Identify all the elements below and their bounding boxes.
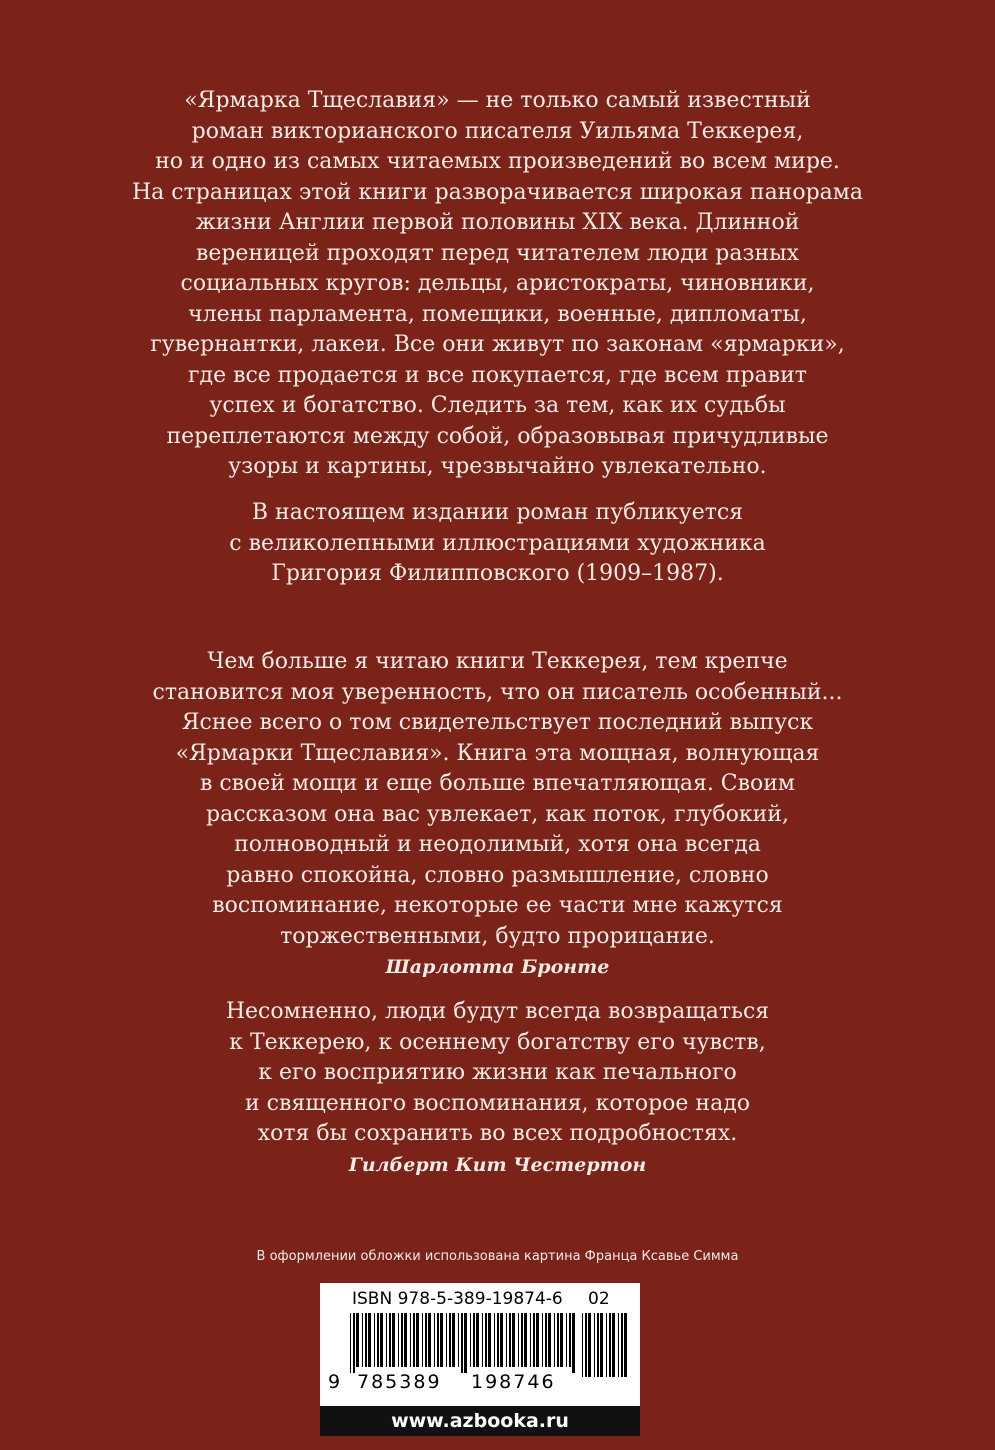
barcode-bar — [557, 1313, 559, 1367]
barcode-bar — [386, 1313, 387, 1367]
quote-line: «Ярмарки Тщеславия». Книга эта мощная, волнующая — [175, 740, 820, 766]
cover-credit: В оформлении обложки использована картина Франца Ксавье Симма — [256, 1249, 739, 1264]
quote-line: рассказом она вас увлекает, как поток, глубокий, — [206, 801, 789, 827]
barcode-bar — [518, 1313, 519, 1367]
quote-chesterton — [0, 997, 995, 1180]
barcode-bar — [413, 1313, 415, 1367]
barcode-bar — [497, 1313, 499, 1367]
barcode-bar — [585, 1313, 587, 1377]
barcode-bar — [621, 1313, 623, 1377]
barcode-bar — [500, 1313, 503, 1367]
barcode-bar — [488, 1313, 491, 1367]
barcode-bar — [521, 1313, 523, 1367]
barcode-bar — [392, 1313, 395, 1367]
barcode-bar — [600, 1313, 603, 1377]
edition-line: В настоящем издании роман публикуется — [251, 500, 744, 525]
barcode-bar — [482, 1313, 483, 1367]
description-line: «Ярмарка Тщеславия» — не только самый известный — [184, 88, 811, 113]
barcode-bar — [365, 1313, 367, 1367]
barcode-bar — [606, 1313, 607, 1377]
ean-right-digits: 198746 — [471, 1371, 556, 1393]
barcode-bar — [494, 1313, 495, 1367]
quote-line: Чем больше я читаю книги Теккерея, тем крепче — [207, 649, 788, 674]
barcode-bar — [353, 1313, 355, 1373]
edition-line: Григория Филипповского (1909–1987). — [271, 561, 724, 586]
description-line: жизни Англии первой половины XIX века. Длинной — [195, 210, 800, 235]
book-description — [0, 86, 995, 483]
barcode-bar — [560, 1313, 563, 1367]
edition-line: с великолепными иллюстрациями художника — [229, 530, 766, 556]
barcode-bars — [350, 1313, 575, 1373]
barcode-bar — [401, 1313, 403, 1367]
quote-line: Несомненно, люди будут всегда возвращаться — [225, 999, 770, 1024]
barcode-bar — [554, 1313, 555, 1367]
description-line: переплетаются между собой, образовывая причудливые — [166, 423, 829, 449]
quote-line: полноводный и неодолимый, хотя она всегда — [234, 832, 761, 857]
barcode-bar — [473, 1313, 475, 1367]
barcode-bar — [594, 1313, 595, 1377]
barcode-bar — [572, 1313, 575, 1373]
barcode-bar — [612, 1313, 615, 1377]
barcode-bar — [569, 1313, 571, 1367]
barcode-bar — [350, 1313, 351, 1373]
quote-line: к его восприятию жизни как печального — [258, 1060, 737, 1085]
barcode-bar — [440, 1313, 443, 1367]
barcode-bar — [389, 1313, 391, 1367]
barcode-bar — [524, 1313, 527, 1367]
barcode-bar — [356, 1313, 359, 1367]
website-link[interactable]: www.azbooka.ru — [320, 1406, 640, 1436]
barcode-bar — [416, 1313, 419, 1367]
isbn-label: ISBN 978-5-389-19874-6 — [352, 1289, 563, 1309]
barcode-bar — [533, 1313, 535, 1367]
description-line: социальных кругов: дельцы, аристократы, чиновники, — [180, 271, 815, 296]
quote-line: хотя бы сохранить во всех подробностях. — [257, 1121, 738, 1146]
quote-line: торжественными, будто прорицание. — [280, 923, 715, 949]
barcode-bar — [368, 1313, 371, 1367]
barcode-bar — [461, 1313, 463, 1373]
barcode-bar — [548, 1313, 551, 1367]
barcode-bar — [446, 1313, 447, 1367]
barcode-bar — [374, 1313, 375, 1367]
barcode-bar — [545, 1313, 547, 1367]
barcode-bar — [404, 1313, 407, 1367]
quote-author: Шарлотта Бронте — [385, 956, 610, 978]
quote-line: воспоминание, некоторые ее части мне кажутся — [212, 893, 783, 918]
barcode-bar — [428, 1313, 431, 1367]
barcode-bar — [449, 1313, 451, 1367]
barcode-bar — [485, 1313, 487, 1367]
barcode-bar — [410, 1313, 411, 1367]
barcode-bar — [588, 1313, 591, 1377]
barcode-bar — [542, 1313, 543, 1367]
barcode-bar — [530, 1313, 531, 1367]
quote-line: и священного воспоминания, которое надо — [245, 1090, 750, 1116]
edition-note — [0, 498, 995, 590]
barcode-bar — [597, 1313, 599, 1377]
barcode-bar — [512, 1313, 515, 1367]
isbn-barcode — [320, 1283, 640, 1406]
description-line: вереницей проходят перед читателем люди разных — [195, 240, 800, 266]
barcode-bar — [536, 1313, 539, 1367]
barcode-bar — [458, 1313, 459, 1367]
barcode-bar — [509, 1313, 511, 1367]
quote-line: равно спокойна, словно размышление, словно — [226, 862, 769, 888]
barcode-bar — [506, 1313, 507, 1367]
barcode-bar — [362, 1313, 363, 1367]
barcode-bar — [452, 1313, 455, 1367]
price-code: 02 — [588, 1289, 610, 1309]
description-line: гувернантки, лакеи. Все они живут по законам «ярмарки», — [150, 332, 845, 357]
barcode-bar — [437, 1313, 439, 1367]
barcode-bar — [476, 1313, 479, 1367]
barcode-bar — [380, 1313, 383, 1367]
quote-bronte — [0, 647, 995, 982]
description-line: роман викторианского писателя Уильяма Теккерея, — [191, 118, 804, 144]
description-line: На страницах этой книги разворачивается широкая панорама — [131, 179, 864, 205]
barcode-bar — [422, 1313, 423, 1367]
barcode-bar — [425, 1313, 427, 1367]
barcode-bar — [377, 1313, 379, 1367]
barcode-bar — [434, 1313, 435, 1367]
barcode-bar — [582, 1313, 583, 1377]
barcode-bar — [470, 1313, 471, 1367]
barcode-bar — [464, 1313, 467, 1373]
price-barcode-bars — [582, 1313, 630, 1377]
barcode-bar — [618, 1313, 619, 1377]
quote-line: Яснее всего о том свидетельствует последний выпуск — [181, 710, 814, 735]
quote-line: в своей мощи и еще больше впечатляющая. Своим — [199, 771, 796, 796]
description-line: члены парламента, помещики, военные, дипломаты, — [188, 301, 807, 327]
ean-left-digits: 785389 — [357, 1371, 442, 1393]
barcode-bar — [398, 1313, 399, 1367]
quote-line: становится моя уверенность, что он писатель особенный... — [152, 679, 843, 705]
description-line: успех и богатство. Следить за тем, как их судьбы — [209, 393, 786, 418]
ean-first-digit: 9 — [328, 1371, 341, 1393]
description-line: но и одно из самых читаемых произведений во всем мире. — [155, 149, 840, 174]
description-line: где все продается и все покупается, где всем правит — [188, 362, 807, 388]
barcode-bar — [624, 1313, 627, 1377]
barcode-bar — [566, 1313, 567, 1367]
quote-author: Гилберт Кит Честертон — [348, 1153, 647, 1176]
barcode-bar — [609, 1313, 611, 1377]
quote-line: к Теккерею, к осеннему богатству его чувств, — [229, 1029, 766, 1055]
description-line: узоры и картины, чрезвычайно увлекательно. — [228, 454, 767, 479]
